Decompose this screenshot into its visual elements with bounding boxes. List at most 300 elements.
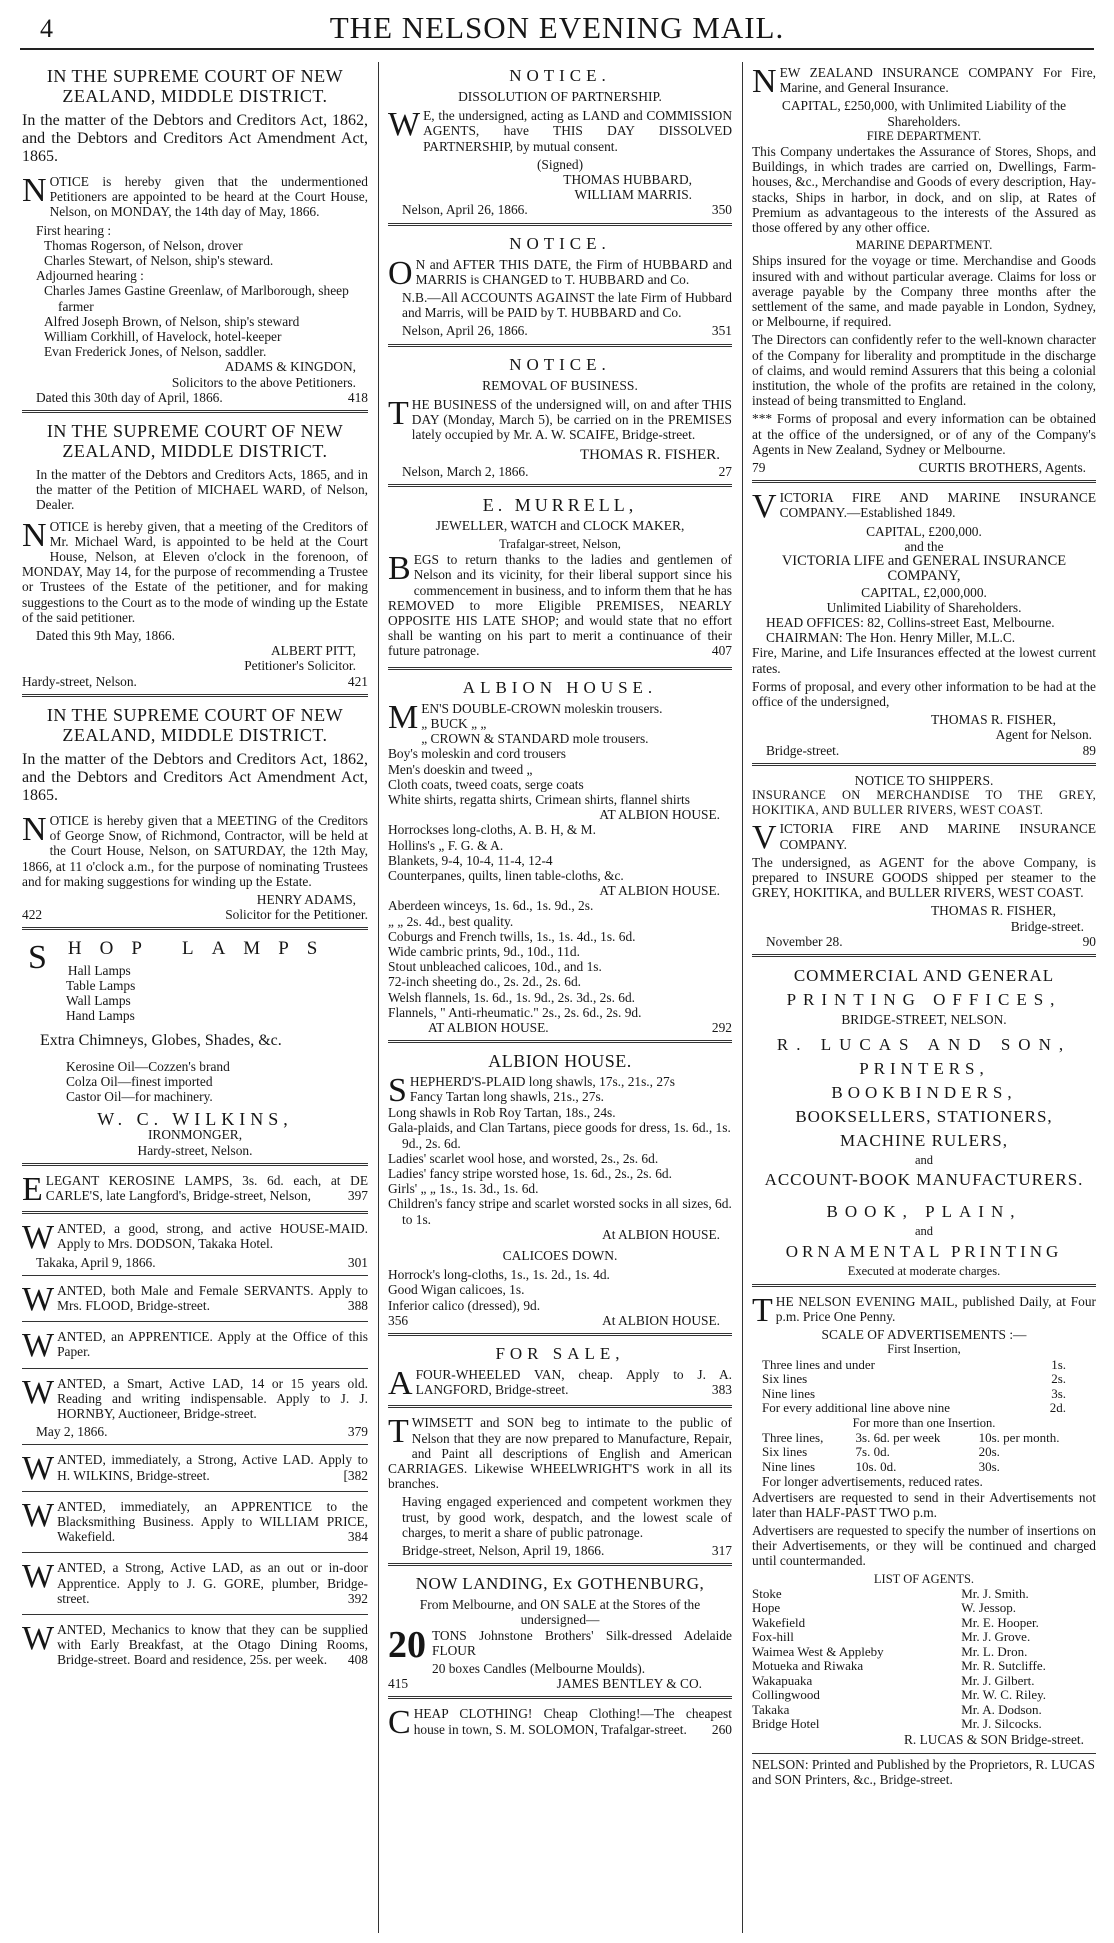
ad-body: CAPITAL, £250,000, with Unlimited Liability of the Shareholders. xyxy=(781,98,1067,129)
signature-role: Solicitors to the above Petitioners. xyxy=(171,374,356,390)
column-rule xyxy=(378,62,379,1933)
lamp-item: Hand Lamps xyxy=(66,1008,135,1024)
merchant-name: JAMES BENTLEY & CO. xyxy=(556,1676,702,1692)
ad-heading: ALBION HOUSE. xyxy=(488,1051,632,1072)
section-heading: SCALE OF ADVERTISEMENTS :— xyxy=(821,1327,1027,1343)
ad-body: ICTORIA FIRE AND MARINE INSURANCE COMPANY. xyxy=(779,821,1096,852)
ad-number: 89 xyxy=(1082,742,1096,758)
section-heading: LIST OF AGENTS. xyxy=(873,1571,975,1586)
petitioner: Charles Stewart, of Nelson, ship's steward. xyxy=(44,253,274,269)
page-number: 4 xyxy=(40,14,53,43)
court-notice-3 xyxy=(22,701,368,930)
item-line: EN'S DOUBLE-CROWN moleskin trousers. xyxy=(421,700,663,716)
ad-number: 397 xyxy=(347,1187,368,1203)
extra-line: Extra Chimneys, Globes, Shades, &c. xyxy=(40,1032,282,1050)
item-line: Welsh flannels, 1s. 6d., 1s. 9d., 2s. 3d., 2s. 6d. xyxy=(388,989,636,1005)
ad-heading: NOTICE. xyxy=(509,233,611,253)
ad-body: Ships insured for the voyage or time. Merchandise and Goods insured with and without particular average. Claims for loss or average payable by the Company three months after the settlement of the same, and made payable in London, Sydney, or Melbourne, if required. xyxy=(752,253,1096,330)
signature: HENRY ADAMS, xyxy=(256,891,356,907)
ad-heading: COMMERCIAL AND GENERAL xyxy=(793,965,1055,985)
ad-body: HEAD OFFICES: 82, Collins-street East, Melbourne. xyxy=(766,614,1055,630)
rate-table-more xyxy=(752,1431,1096,1475)
printer-imprint: NELSON: Printed and Published by the Proprietors, R. LUCAS and SON Printers, &c., Bridge-street. xyxy=(752,1753,1096,1787)
ad-number: 27 xyxy=(718,463,732,479)
wanted-ad xyxy=(22,1619,368,1676)
drop-cap: V xyxy=(752,488,777,526)
oil-item: Colza Oil—finest imported xyxy=(66,1073,213,1089)
drop-cap: M xyxy=(388,698,419,736)
agent-place: Collingwood xyxy=(752,1687,820,1703)
agent-row xyxy=(752,1645,1096,1660)
trade-line: PRINTERS, xyxy=(859,1059,989,1079)
agent-name: Mr. R. Sutcliffe. xyxy=(961,1658,1046,1674)
ad-body: CHAIRMAN: The Hon. Henry Miller, M.L.C. xyxy=(766,630,1016,646)
agent-place: Waimea West & Appleby xyxy=(752,1643,884,1659)
signature: ALBERT PITT, xyxy=(271,643,356,659)
column-1 xyxy=(22,62,368,1937)
court-notice-2 xyxy=(22,417,368,697)
ad-body: and the xyxy=(904,538,944,554)
oil-item: Kerosine Oil—Cozzen's brand xyxy=(66,1058,230,1074)
ad-subheading: JEWELLER, WATCH and CLOCK MAKER, xyxy=(435,517,685,533)
quantity: 20 xyxy=(388,1623,426,1666)
wanted-ad xyxy=(22,1280,368,1322)
section-heading: For more than one Insertion. xyxy=(852,1415,996,1430)
ad-subheading: INSURANCE ON MERCHANDISE TO THE GREY, HOKITIKA, AND BULLER RIVERS, WEST COAST. xyxy=(752,787,1096,818)
masthead xyxy=(20,8,1094,50)
wanted-ad xyxy=(22,1557,368,1615)
item-line: Boy's moleskin and cord trousers xyxy=(388,746,566,762)
ad-number: 379 xyxy=(347,1424,368,1440)
address: Hardy-street, Nelson. xyxy=(137,1142,253,1158)
petitioner: Charles James Gastine Greenlaw, of Marlborough, sheep farmer xyxy=(44,283,349,314)
ad-number: 418 xyxy=(347,389,368,405)
item-line: HEPHERD'S-PLAID long shawls, 17s., 21s., 27s xyxy=(409,1074,675,1090)
ad-body: *** Forms of proposal and every information can be obtained at the office of the undersigned, or of any of the Company's Agents in New Zealand, Sydney or Melbourne. xyxy=(752,411,1096,457)
agent-place: Bridge Hotel xyxy=(752,1716,820,1732)
date: Nelson, April 26, 1866. xyxy=(402,323,528,339)
ad-body: For longer advertisements, reduced rates. xyxy=(762,1474,983,1490)
signatory: THOMAS R. FISHER, xyxy=(930,903,1056,919)
ad-body: HE BUSINESS of the undersigned will, on and after THIS DAY (Monday, March 5), be carried on in the PREMISES lately occupied by Mr. A. W. SCAIFE, Bridge-street. xyxy=(411,396,732,443)
item-line: „ CROWN & STANDARD mole trousers. xyxy=(421,731,649,747)
agent-place: Wakefield xyxy=(752,1614,806,1630)
ad-body: Advertisers are requested to send in their Advertisements not later than HALF-PAST TWO p.m. xyxy=(752,1489,1096,1520)
ad-number: 317 xyxy=(711,1543,732,1559)
rate-label: Nine lines xyxy=(762,1458,816,1474)
ad-body: Advertisers are requested to specify the number of insertions on their Advertisements, or they will be continued and charged until countermanded. xyxy=(752,1522,1096,1569)
rate-value: 3s. 6d. per week xyxy=(855,1429,941,1445)
address: Bridge-street. xyxy=(1010,918,1084,934)
court-heading: IN THE SUPREME COURT OF NEW ZEALAND, MIDDLE DISTRICT. xyxy=(46,704,344,745)
ad-heading: ALBION HOUSE. xyxy=(462,677,658,697)
trade-line: ACCOUNT-BOOK MANUFACTURERS. xyxy=(764,1170,1084,1190)
drop-cap: W xyxy=(22,1327,55,1365)
drop-cap: T xyxy=(752,1291,773,1329)
drop-cap: W xyxy=(22,1620,55,1658)
date: Bridge-street, Nelson, April 19, 1866. xyxy=(402,1543,605,1559)
drop-cap: N xyxy=(22,172,47,209)
wanted-ad xyxy=(22,1496,368,1554)
ad-number: 408 xyxy=(347,1652,368,1668)
address: Trafalgar-street, Nelson, xyxy=(499,537,621,552)
rate-value: 2d. xyxy=(1049,1400,1066,1416)
drop-cap: N xyxy=(752,63,777,100)
item-line: „ „ 2s. 4d., best quality. xyxy=(388,913,514,929)
drop-cap: T xyxy=(388,1413,409,1451)
date: Takaka, April 9, 1866. xyxy=(36,1254,156,1270)
notice-body: OTICE is hereby given that a MEETING of the Creditors of George Snow, of Richmond, Contractor, will be held at the Court House, Nelson, on SATURDAY, the 12th May, 1866, at 11 o'clock a.m., for the purpose of nominating Trustees and for making suggestions for winding up the Estate. xyxy=(22,812,368,889)
murrell-ad xyxy=(388,491,732,670)
drop-cap: W xyxy=(22,1373,55,1411)
signatory: WILLIAM MARRIS. xyxy=(574,187,692,203)
court-heading: IN THE SUPREME COURT OF NEW ZEALAND, MIDDLE DISTRICT. xyxy=(46,66,344,106)
ad-number: 392 xyxy=(347,1590,368,1606)
drop-cap: T xyxy=(388,394,409,432)
ad-body: N.B.—All ACCOUNTS AGAINST the late Firm of Hubbard and Marris, will be PAID by T. HUBBARD and Co. xyxy=(402,290,732,321)
item-line: Flannels, " Anti-rheumatic." 2s., 2s. 6d., 2s. 9d. xyxy=(388,1004,642,1020)
agent-name: Mr. J. Smith. xyxy=(961,1585,1029,1601)
petitioner: Alfred Joseph Brown, of Nelson, ship's steward xyxy=(44,313,300,329)
rate-label: Six lines xyxy=(762,1444,808,1460)
ad-body: The Directors can confidently refer to the well-known character of the Company for liberality and promptitude in the discharge of claims, and would remind Assurers that this being a colonial institution, the whole of the profits are retained in the colony, instead of being transmitted to England. xyxy=(752,332,1096,409)
trade-line: MACHINE RULERS, xyxy=(839,1131,1008,1151)
ad-number: 388 xyxy=(347,1297,368,1313)
rate-label: Six lines xyxy=(762,1371,808,1387)
item-line: Long shawls in Rob Roy Tartan, 18s., 24s. xyxy=(388,1105,616,1121)
date: Dated this 30th day of April, 1866. xyxy=(36,389,223,405)
ad-body: 20 boxes Candles (Melbourne Moulds). xyxy=(432,1661,646,1677)
item-line: Ladies' scarlet wool hose, and worsted, 2s., 2s. 6d. xyxy=(388,1150,659,1166)
section-heading: MARINE DEPARTMENT. xyxy=(855,238,993,253)
store-name: AT ALBION HOUSE. xyxy=(599,807,720,823)
agent-place: Wakapuaka xyxy=(752,1672,813,1688)
date: Nelson, April 26, 1866. xyxy=(402,202,528,218)
ad-number: 356 xyxy=(388,1312,409,1328)
wanted-ad xyxy=(22,1326,368,1368)
item-line: Gala-plaids, and Clan Tartans, piece goods for dress, 1s. 6d., 1s. 9d., 2s. 6d. xyxy=(388,1120,731,1151)
label: Adjourned hearing : xyxy=(36,268,144,284)
item-line: Fancy Tartan long shawls, 21s., 27s. xyxy=(409,1089,605,1105)
lamp-item: Table Lamps xyxy=(66,977,136,993)
date: Dated this 9th May, 1866. xyxy=(36,628,175,644)
ad-body: ANTED, a Smart, Active LAD, 14 or 15 years old. Reading and writing indispensable. Apply to J. J. HORNBY, Auctioneer, Bridge-street. xyxy=(57,1375,368,1421)
store-name: AT ALBION HOUSE. xyxy=(599,883,720,899)
court-lead: In the matter of the Debtors and Creditors Act, 1862, and the Debtors and Creditors Act Amendment Act, 1865. xyxy=(22,112,368,165)
agent-name: Mr. E. Hooper. xyxy=(961,1614,1039,1630)
signature: ADAMS & KINGDON, xyxy=(224,359,356,375)
ad-number: 90 xyxy=(1082,933,1096,949)
ad-body: ANTED, both Male and Female SERVANTS. Apply to Mrs. FLOOD, Bridge-street. xyxy=(57,1282,368,1313)
ad-heading: HOP LAMPS xyxy=(67,938,336,960)
ad-body: Fire, Marine, and Life Insurances effected at the lowest current rates. xyxy=(752,645,1096,676)
agent-row xyxy=(752,1601,1096,1616)
change-of-firm-notice xyxy=(388,230,732,347)
wanted-ad xyxy=(22,1218,368,1276)
ad-body: ANTED, Mechanics to know that they can be supplied with Early Breakfast, at the Otago Dining Rooms, Bridge-street. Board and residence, 25s. per week. xyxy=(57,1622,368,1668)
agent-name: W. Jessop. xyxy=(961,1600,1017,1616)
drop-cap: N xyxy=(22,516,47,554)
newspaper-title: THE NELSON EVENING MAIL. xyxy=(329,10,785,45)
drop-cap: V xyxy=(752,819,777,857)
trade-line: BOOKSELLERS, STATIONERS, xyxy=(795,1107,1053,1127)
albion-house-ad-1 xyxy=(388,674,732,1043)
rate-value: 10s. per month. xyxy=(978,1429,1060,1445)
rate-label: Three lines, xyxy=(762,1429,824,1445)
agents: CURTIS BROTHERS, Agents. xyxy=(918,460,1086,476)
store-name: AT ALBION HOUSE. xyxy=(428,1019,549,1035)
rate-value: 2s. xyxy=(1051,1371,1066,1387)
rate-value: 10s. 0d. xyxy=(855,1458,897,1474)
ad-body: EGS to return thanks to the ladies and gentlemen of Nelson and its vicinity, for their liberal support since his commencement in business, and to inform them that he has REMOVED to more Eligible PREMISES, NEARLY OPPOSITE HIS LATE SHOP; and would state that no effort shall be wanting on his part to merit a continuance of their future patronage. xyxy=(388,552,732,659)
signatory: THOMAS HUBBARD, xyxy=(563,172,692,188)
ad-number: 351 xyxy=(711,323,732,339)
rate-value: 1s. xyxy=(1051,1356,1066,1372)
label: First hearing : xyxy=(36,222,112,238)
oil-item: Castor Oil—for machinery. xyxy=(66,1088,213,1104)
address: Bridge-street. xyxy=(766,742,840,758)
ad-body: ICTORIA FIRE AND MARINE INSURANCE COMPANY.—Established 1849. xyxy=(779,490,1096,521)
item-line: Ladies' fancy stripe worsted hose, 1s. 6d., 2s., 2s. 6d. xyxy=(388,1165,672,1181)
ad-subheading: DISSOLUTION OF PARTNERSHIP. xyxy=(458,89,662,104)
ad-body: N and AFTER THIS DATE, the Firm of HUBBARD and MARRIS is CHANGED to T. HUBBARD and Co. xyxy=(415,256,732,287)
ad-subheading: REMOVAL OF BUSINESS. xyxy=(482,377,638,393)
ad-body: HE NELSON EVENING MAIL, published Daily, at Four p.m. Price One Penny. xyxy=(775,1293,1096,1324)
drop-cap: S xyxy=(388,1072,407,1110)
date: May 2, 1866. xyxy=(36,1424,108,1440)
now-landing-ad xyxy=(388,1570,732,1699)
agents-table xyxy=(752,1587,1096,1732)
agent-name: Mr. A. Dodson. xyxy=(961,1701,1042,1717)
shop-lamps-ad xyxy=(22,934,368,1165)
ad-body: ANTED, immediately, a Strong, Active LAD. Apply to H. WILKINS, Bridge-street. xyxy=(57,1452,368,1483)
court-lead: In the matter of the Debtors and Creditors Act, 1862, and the Debtors and Creditors Act Amendment Act, 1865. xyxy=(22,750,368,804)
ad-body: The undersigned, as AGENT for the above Company, is prepared to INSURE GOODS shipped per steamer to the GREY, HOKITIKA, and BULLER RIVERS, WEST COAST. xyxy=(752,854,1096,901)
item-line: Coburgs and French twills, 1s., 1s. 4d., 1s. 6d. xyxy=(388,928,636,944)
agent-row xyxy=(752,1587,1096,1602)
signatory: THOMAS R. FISHER, xyxy=(930,712,1056,728)
drop-cap: W xyxy=(22,1280,55,1318)
drop-cap: W xyxy=(22,1450,55,1488)
section-heading: First Insertion, xyxy=(887,1342,961,1357)
item-line: Cloth coats, tweed coats, serge coats xyxy=(388,776,584,792)
date: Nelson, March 2, 1866. xyxy=(402,463,529,479)
ad-heading: NOTICE TO SHIPPERS. xyxy=(854,772,994,788)
trade-line: BOOK, PLAIN, xyxy=(826,1202,1022,1222)
notice-body: OTICE is hereby given, that a meeting of the Creditors of Mr. Michael Ward, is appointed to be held at the Court House, Nelson, at Eleven o'clock in the forenoon, of MONDAY, May 14, for the purpose of recommending a Trustee or Trustees of the Estate of the petitioner, and for making suggestions to the Court as to the mode of winding up the Estate of the said petitioner. xyxy=(22,518,368,625)
address: BRIDGE-STREET, NELSON. xyxy=(841,1011,1007,1027)
ad-body: ANTED, an APPRENTICE. Apply at the Office of this Paper. xyxy=(57,1329,368,1360)
ad-body: ANTED, immediately, an APPRENTICE to the Blacksmithing Business. Apply to WILLIAM PRICE, Wakefield. xyxy=(57,1498,368,1545)
ad-body: EW ZEALAND INSURANCE COMPANY For Fire, Marine, and General Insurance. xyxy=(779,65,1096,96)
ad-body: HEAP CLOTHING! Cheap Clothing!—The cheapest house in town, S. M. SOLOMON, Trafalgar-street. xyxy=(413,1706,732,1737)
item-line: Aberdeen winceys, 1s. 6d., 1s. 9d., 2s. xyxy=(388,898,594,914)
ad-heading: PRINTING OFFICES, xyxy=(786,989,1062,1009)
agent-place: Stoke xyxy=(752,1585,782,1601)
victoria-insurance-ad xyxy=(752,487,1096,765)
drop-cap: O xyxy=(388,254,413,292)
court-lead: In the matter of the Debtors and Creditors Acts, 1865, and in the matter of the Petition of MICHAEL WARD, of Nelson, Dealer. xyxy=(36,467,368,513)
agent-name: Mr. J. Grove. xyxy=(961,1629,1031,1645)
drop-cap: E xyxy=(22,1170,43,1208)
merchant-name: W. C. WILKINS, xyxy=(97,1109,293,1130)
item-line: Children's fancy stripe and scarlet worsted socks in all sizes, 6d. to 1s. xyxy=(388,1196,732,1227)
column-2 xyxy=(388,62,732,1937)
firm-name: R. LUCAS AND SON, xyxy=(776,1035,1072,1055)
drop-cap: B xyxy=(388,550,411,588)
item-line: „ BUCK „ „ xyxy=(421,715,487,731)
wanted-ad xyxy=(22,1449,368,1491)
item-line: Good Wigan calicoes, 1s. xyxy=(388,1282,525,1298)
ad-number: 260 xyxy=(711,1721,732,1737)
ad-heading: NOW LANDING, Ex GOTHENBURG, xyxy=(415,1574,705,1594)
agent-name: Mr. W. C. Riley. xyxy=(961,1687,1046,1703)
rate-value: 3s. xyxy=(1051,1385,1066,1401)
store-name: At ALBION HOUSE. xyxy=(602,1312,720,1328)
ad-subheading: CALICOES DOWN. xyxy=(502,1247,618,1263)
item-line: Girls' „ „ 1s., 1s. 3d., 1s. 6d. xyxy=(388,1181,539,1197)
ad-number: 421 xyxy=(347,673,368,689)
agent-row xyxy=(752,1616,1096,1631)
item-line: Wide cambric prints, 9d., 10d., 11d. xyxy=(388,943,580,959)
ad-body: WIMSETT and SON beg to intimate to the public of Nelson that they are now prepared to Manufacture, Repair, and Paint all descriptions of English and American CARRIAGES. Likewise WHEELWRIGHT'S work in all its branches. xyxy=(388,1415,732,1492)
agent-place: Fox-hill xyxy=(752,1629,794,1645)
conjunction: and xyxy=(914,1224,934,1239)
court-notice-1 xyxy=(22,62,368,413)
agent-row xyxy=(752,1688,1096,1703)
ad-heading: NOTICE. xyxy=(509,66,611,85)
signature-role: Agent for Nelson. xyxy=(995,727,1092,743)
drop-cap: N xyxy=(22,810,47,848)
column-rule xyxy=(742,62,743,1933)
store-name: At ALBION HOUSE. xyxy=(602,1226,720,1242)
ad-body: CAPITAL, £2,000,000. xyxy=(861,584,987,600)
ad-body: CAPITAL, £200,000. xyxy=(866,523,982,539)
signatory: THOMAS R. FISHER. xyxy=(579,447,720,464)
ad-body: TONS Johnstone Brothers' Silk-dressed Adelaide FLOUR xyxy=(432,1627,732,1658)
agent-row xyxy=(752,1630,1096,1645)
albion-house-ad-2 xyxy=(388,1047,732,1336)
twimsett-ad xyxy=(388,1412,732,1566)
ad-body: VICTORIA LIFE and GENERAL INSURANCE COMPANY, xyxy=(781,553,1067,585)
ad-number: 301 xyxy=(347,1254,368,1270)
notice-body: OTICE is hereby given that the undermentioned Petitioners are appointed to be heard at the Court House, Nelson, on MONDAY, the 14th day of May, 1866. xyxy=(49,174,368,220)
rate-label: For every additional line above nine xyxy=(762,1400,951,1416)
ad-body: FOUR-WHEELED VAN, cheap. Apply to J. A. LANGFORD, Bridge-street. xyxy=(415,1367,732,1398)
item-line: Horrock's long-cloths, 1s., 1s. 2d., 1s. 4d. xyxy=(388,1267,610,1283)
cheap-clothing-ad xyxy=(388,1703,732,1744)
item-line: Inferior calico (dressed), 9d. xyxy=(388,1297,541,1313)
merchant-trade: IRONMONGER, xyxy=(147,1127,243,1143)
conjunction: and xyxy=(914,1153,934,1168)
agent-place: Hope xyxy=(752,1600,781,1616)
ad-number: 415 xyxy=(388,1676,409,1692)
item-line: White shirts, regatta shirts, Crimean shirts, flannel shirts xyxy=(388,791,690,807)
ad-number: 292 xyxy=(711,1019,732,1035)
dissolution-notice xyxy=(388,62,732,226)
trade-line: BOOKBINDERS, xyxy=(831,1083,1017,1103)
ad-heading: E. MURRELL, xyxy=(482,494,638,515)
ad-body: This Company undertakes the Assurance of Stores, Shops, and Buildings, in which trades are carried on, Dwellings, Farm-houses, &c., Merchandise and Goods of every description, Hay-stacks, Ships in harbor, in dock, and on slip, at Rates of Premium as advantageous to the interests of the Assured as those offered by any other office. xyxy=(752,144,1096,236)
ad-body: Having engaged experienced and competent workmen they trust, by good work, despatch, and the lowest scale of charges, to merit a share of public patronage. xyxy=(402,1494,732,1540)
rate-label: Three lines and under xyxy=(762,1356,875,1372)
lamp-item: Wall Lamps xyxy=(66,992,131,1008)
drop-cap: W xyxy=(22,1558,55,1596)
ad-number: 407 xyxy=(711,643,732,659)
agent-place: Takaka xyxy=(752,1701,790,1717)
ad-heading: FOR SALE, xyxy=(495,1344,625,1363)
signed-label: (Signed) xyxy=(536,156,584,172)
wanted-ad xyxy=(22,1373,368,1446)
item-line: Men's doeskin and tweed „ xyxy=(388,761,533,777)
petitioner: Evan Frederick Jones, of Nelson, saddler. xyxy=(44,344,267,360)
trade-line: ORNAMENTAL PRINTING xyxy=(785,1241,1063,1261)
ad-heading: NOTICE. xyxy=(509,354,611,374)
for-sale-ad xyxy=(388,1340,732,1408)
ad-number: [382 xyxy=(343,1467,368,1483)
petitioner: William Corkhill, of Havelock, hotel-keeper xyxy=(44,329,282,345)
printing-offices-ad xyxy=(752,961,1096,1287)
ad-body: ANTED, a good, strong, and active HOUSE-MAID. Apply to Mrs. DODSON, Takaka Hotel. xyxy=(57,1221,368,1252)
rate-value: 7s. 0d. xyxy=(855,1444,890,1460)
ad-body: LEGANT KEROSINE LAMPS, 3s. 6d. each, at DE CARLE'S, late Langford's, Bridge-street, Nelson, xyxy=(45,1172,368,1203)
ad-body: Forms of proposal, and every other information to be had at the office of the undersigned, xyxy=(752,678,1096,709)
nelson-evening-mail-ad xyxy=(752,1291,1096,1793)
ad-subheading: From Melbourne, and ON SALE at the Stores of the undersigned— xyxy=(419,1597,701,1628)
ad-number: 384 xyxy=(347,1529,368,1545)
removal-notice xyxy=(388,351,732,487)
signature-role: Petitioner's Solicitor. xyxy=(244,658,356,674)
item-line: Stout unbleached calicoes, 10d., and 1s. xyxy=(388,959,602,975)
drop-cap: S xyxy=(28,939,65,977)
rate-value: 20s. xyxy=(978,1444,1000,1460)
ad-number: 422 xyxy=(22,907,43,923)
rate-table-first xyxy=(752,1358,1096,1416)
item-line: Horrockses long-cloths, A. B. H, & M. xyxy=(388,822,596,838)
ad-body: E, the undersigned, acting as LAND and COMMISSION AGENTS, have THIS DAY DISSOLVED PARTNERSHIP, by mutual consent. xyxy=(423,108,732,154)
drop-cap: C xyxy=(388,1704,411,1742)
petitioner: Thomas Rogerson, of Nelson, drover xyxy=(44,237,243,253)
signature-role: Solicitor for the Petitioner. xyxy=(225,907,368,923)
lamp-item: Hall Lamps xyxy=(67,962,131,978)
item-line: 72-inch sheeting do., 2s. 2d., 2s. 6d. xyxy=(388,974,582,990)
section-heading: FIRE DEPARTMENT. xyxy=(866,128,982,143)
agent-row xyxy=(752,1717,1096,1732)
court-heading: IN THE SUPREME COURT OF NEW ZEALAND, MIDDLE DISTRICT. xyxy=(46,421,344,462)
drop-cap: A xyxy=(388,1365,413,1402)
rate-value: 30s. xyxy=(978,1458,1000,1474)
agent-row xyxy=(752,1659,1096,1674)
item-line: Hollins's „ F. G. & A. xyxy=(388,837,504,853)
drop-cap: W xyxy=(22,1219,55,1257)
agent-name: Mr. J. Gilbert. xyxy=(961,1672,1035,1688)
agent-name: Mr. J. Silcocks. xyxy=(961,1716,1042,1732)
ad-number: 79 xyxy=(752,460,766,476)
rate-label: Nine lines xyxy=(762,1385,816,1401)
agent-place: Motueka and Riwaka xyxy=(752,1658,864,1674)
ad-body: ANTED, a Strong, Active LAD, as an out or in-door Apprentice. Apply to J. G. GORE, plumber, Bridge-street. xyxy=(57,1560,368,1606)
agent-row xyxy=(752,1674,1096,1689)
item-line: Blankets, 9-4, 10-4, 11-4, 12-4 xyxy=(388,852,553,868)
address: Hardy-street, Nelson. xyxy=(22,673,137,689)
drop-cap: W xyxy=(388,106,421,144)
drop-cap: W xyxy=(22,1496,55,1534)
notice-to-shippers xyxy=(752,770,1096,957)
ad-number: 350 xyxy=(711,202,732,218)
kerosene-lamps-ad xyxy=(22,1170,368,1214)
trade-line: Executed at moderate charges. xyxy=(847,1263,1001,1278)
agent-name: Mr. L. Dron. xyxy=(961,1643,1028,1659)
